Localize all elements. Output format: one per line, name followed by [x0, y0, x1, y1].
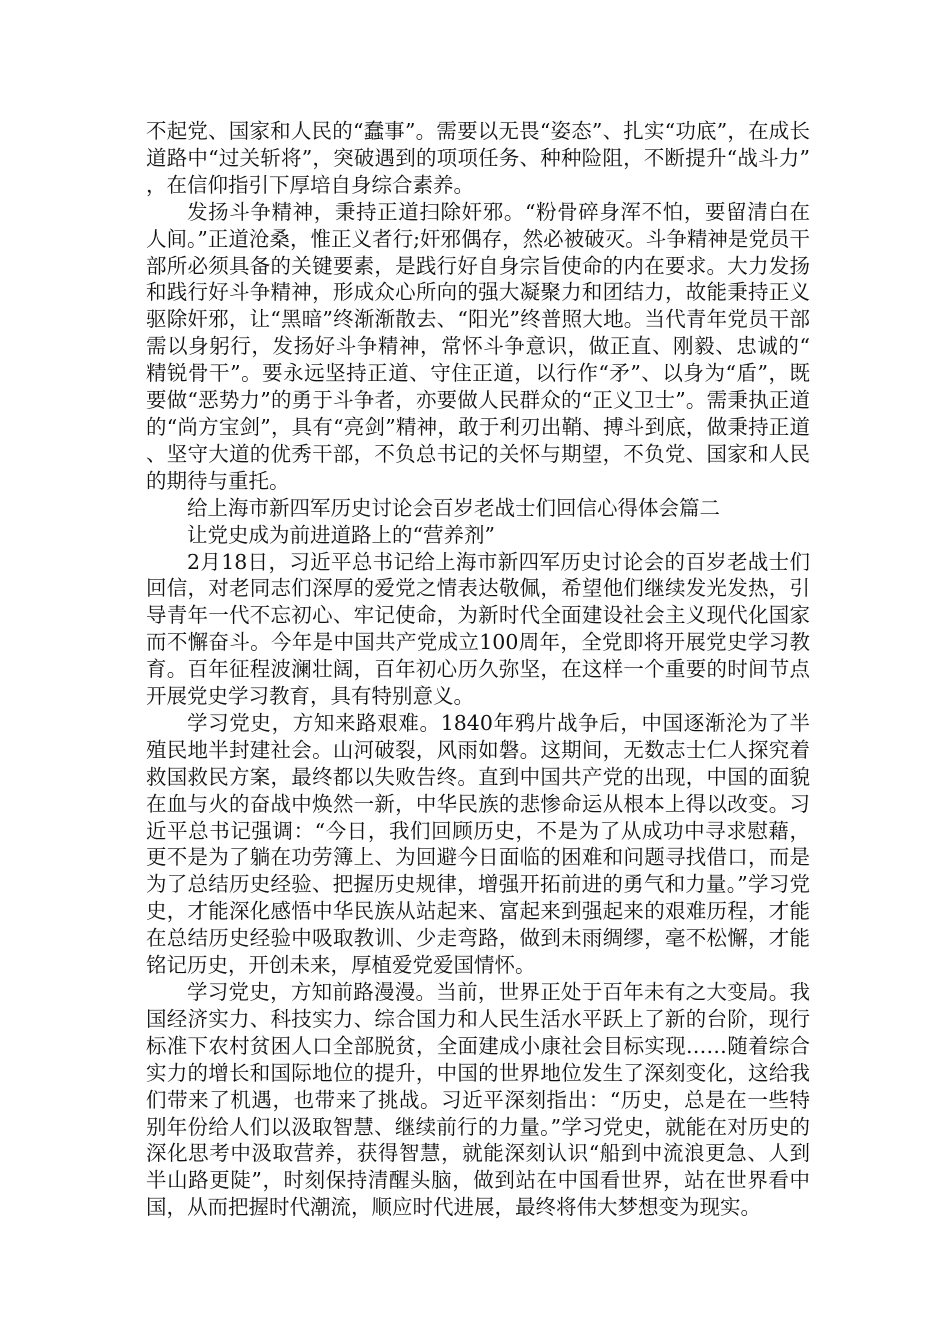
- paragraph-struggle-spirit: 发扬斗争精神，秉持正道扫除奸邪。“粉骨碎身浑不怕，要留清白在人间。”正道沧桑，惟正义者行;奸邪偶存，然必被破灭。斗争精神是党员干部所必须具备的关键要素，是践行好自身宗旨使命的内在要求。大力发扬和践行好斗争精神，形成众心所向的强大凝聚力和团结力，故能秉持正义驱除奸邪，让“黑暗”终渐渐散去、“阳光”终普照大地。当代青年党员干部需以身躬行，发扬好斗争精神，常怀斗争意识，做正直、刚毅、忠诚的“精锐骨干”。要永远坚持正道、守住正道，以行作“矛”、以身为“盾”，既要做“恶势力”的勇于斗争者，亦要做人民群众的“正义卫士”。需秉执正道的“尚方宝剑”，具有“亮剑”精神，敢于利刃出鞘、搏斗到底，做秉持正道、坚守大道的优秀干部，不负总书记的关怀与期望，不负党、国家和人民的期待与重托。: [146, 199, 810, 493]
- article-subtitle: 让党史成为前进道路上的“营养剂”: [187, 522, 495, 547]
- article-title: 给上海市新四军历史讨论会百岁老战士们回信心得体会篇二: [187, 495, 720, 520]
- paragraph-continued: 不起党、国家和人民的“蠢事”。需要以无畏“姿态”、扎实“功底”，在成长道路中“过关斩将”，突破遇到的项项任务、种种险阻，不断提升“战斗力”，在信仰指引下厚培自身综合素养。: [146, 119, 810, 197]
- document-body: [146, 118, 810, 1221]
- paragraph-future-road: 学习党史，方知前路漫漫。当前，世界正处于百年未有之大变局。我国经济实力、科技实力、综合国力和人民生活水平跃上了新的台阶，现行标准下农村贫困人口全部脱贫，全面建成小康社会目标实现……随着综合实力的增长和国际地位的提升，中国的世界地位发生了深刻变化，这给我们带来了机遇，也带来了挑战。习近平深刻指出：“历史，总是在一些特别年份给人们以汲取智慧、继续前行的力量。”学习党史，就能在对历史的深化思考中汲取营养，获得智慧，就能深刻认识“船到中流浪更急、人到半山路更陡”，时刻保持清醒头脑，做到站在中国看世界，站在世界看中国，从而把握时代潮流，顺应时代进展，最终将伟大梦想变为现实。: [146, 980, 810, 1220]
- paragraph-past-road: 学习党史，方知来路艰难。1840年鸦片战争后，中国逐渐沦为了半殖民地半封建社会。山河破裂，风雨如磐。这期间，无数志士仁人探究着救国救民方案，最终都以失败告终。直到中国共产党的出现，中国的面貌在血与火的奋战中焕然一新，中华民族的悲惨命运从根本上得以改变。习近平总书记强调：“今日，我们回顾历史，不是为了从成功中寻求慰藉，更不是为了躺在功劳簿上、为回避今日面临的困难和问题寻找借口，而是为了总结历史经验、把握历史规律，增强开拓前进的勇气和力量。”学习党史，才能深化感悟中华民族从站起来、富起来到强起来的艰难历程，才能在总结历史经验中吸取教训、少走弯路，做到未雨绸缪，毫不松懈，才能铭记历史，开创未来，厚植爱党爱国情怀。: [146, 710, 810, 978]
- paragraph-intro: 2月18日，习近平总书记给上海市新四军历史讨论会的百岁老战士们回信，对老同志们深厚的爱党之情表达敬佩，希望他们继续发光发热，引导青年一代不忘初心、牢记使命，为新时代全面建设社会主义现代化国家而不懈奋斗。今年是中国共产党成立100周年，全党即将开展党史学习教育。百年征程波澜壮阔，百年初心历久弥坚，在这样一个重要的时间节点开展党史学习教育，具有特别意义。: [146, 549, 810, 709]
